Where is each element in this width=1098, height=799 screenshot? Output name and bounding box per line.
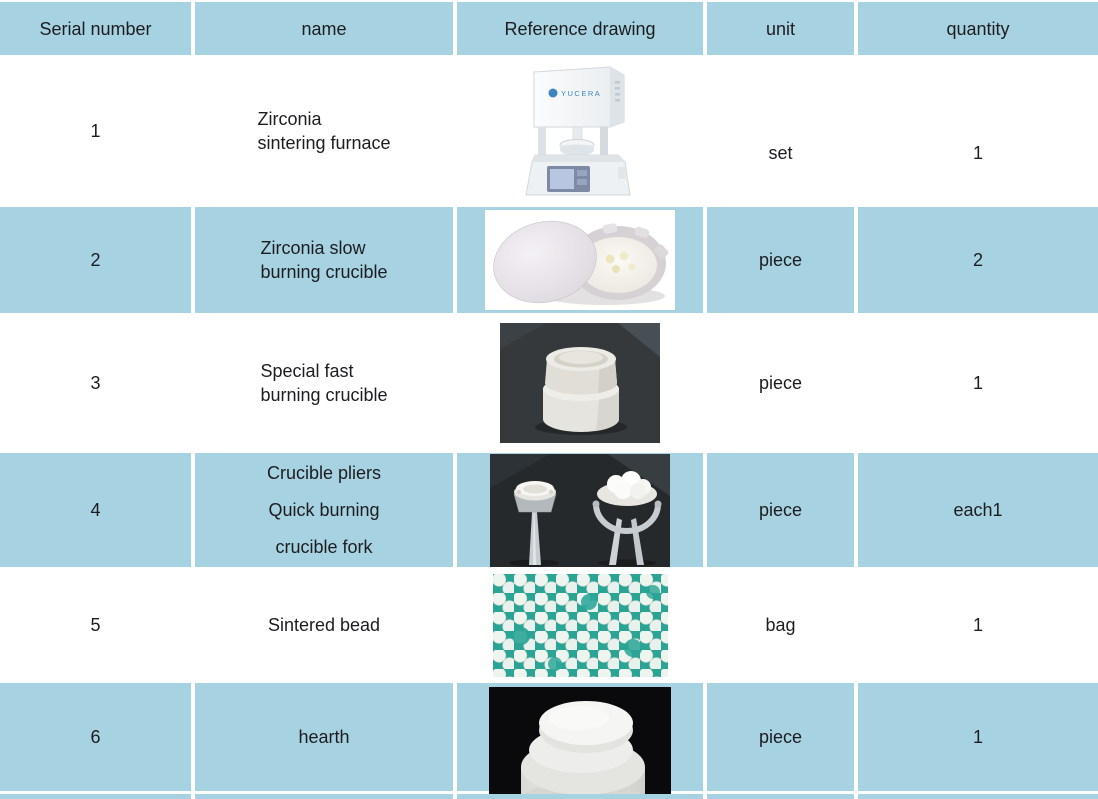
row5-name: Sintered bead [267,615,381,635]
header-serial-number: Serial number [0,2,191,55]
row4-quantity-cell: each1 [858,453,1098,567]
row1-photo-cell [457,58,703,204]
row3-quantity-cell: 1 [858,316,1098,450]
row1-name-cell [195,58,453,204]
row2-unit-cell: piece [707,207,854,313]
row5-photo-cell [457,570,703,680]
row3-serial-cell: 3 [0,316,191,450]
row4-serial-cell: 4 [0,453,191,567]
row4-photo-cell [457,453,703,567]
zirconia-slow-burning-crucible-photo [485,210,675,310]
next-row-sliver [457,794,703,799]
header-quantity: quantity [858,2,1098,55]
row6-unit-cell: piece [707,683,854,791]
row6-quantity-cell: 1 [858,683,1098,791]
row6-name-cell [195,683,453,791]
row3-unit-cell: piece [707,316,854,450]
row3-name-cell [195,316,453,450]
row5-serial-cell: 5 [0,570,191,680]
row2-serial-cell: 2 [0,207,191,313]
header-unit: unit [707,2,854,55]
row3-name: Special fast burning crucible [260,361,388,405]
hearth-photo [489,687,671,799]
next-row-sliver [195,794,453,799]
row1-unit-cell: set [707,58,854,204]
row6-serial-cell: 6 [0,683,191,791]
header-name: name [195,2,453,55]
row2-name-cell [195,207,453,313]
row6-name: hearth [298,727,350,747]
row6-photo-cell [457,683,703,791]
next-row-sliver [858,794,1098,799]
row2-quantity-cell: 2 [858,207,1098,313]
row1-quantity-cell: 1 [858,58,1098,204]
row4-name-cell [195,453,453,567]
brand-text: YUCERA [561,89,602,98]
row4-unit-cell: piece [707,453,854,567]
next-row-sliver [0,794,191,799]
row1-name: Zirconia sintering furnace [257,109,391,153]
row2-name: Zirconia slow burning crucible [260,238,388,282]
row5-unit-cell: bag [707,570,854,680]
row1-serial-cell: 1 [0,58,191,204]
row4-name: Crucible pliers Quick burning crucible fork [266,462,382,557]
row3-photo-cell [457,316,703,450]
special-fast-burning-crucible-photo [500,323,660,443]
row5-name-cell [195,570,453,680]
next-row-sliver [707,794,854,799]
header-reference-drawing: Reference drawing [457,2,703,55]
zirconia-sintering-furnace-photo [522,61,638,201]
row5-quantity-cell: 1 [858,570,1098,680]
sintered-bead-photo [493,574,668,677]
crucible-pliers-and-fork-photo [490,454,670,567]
brand-logo-icon [549,89,558,98]
row2-photo-cell [457,207,703,313]
